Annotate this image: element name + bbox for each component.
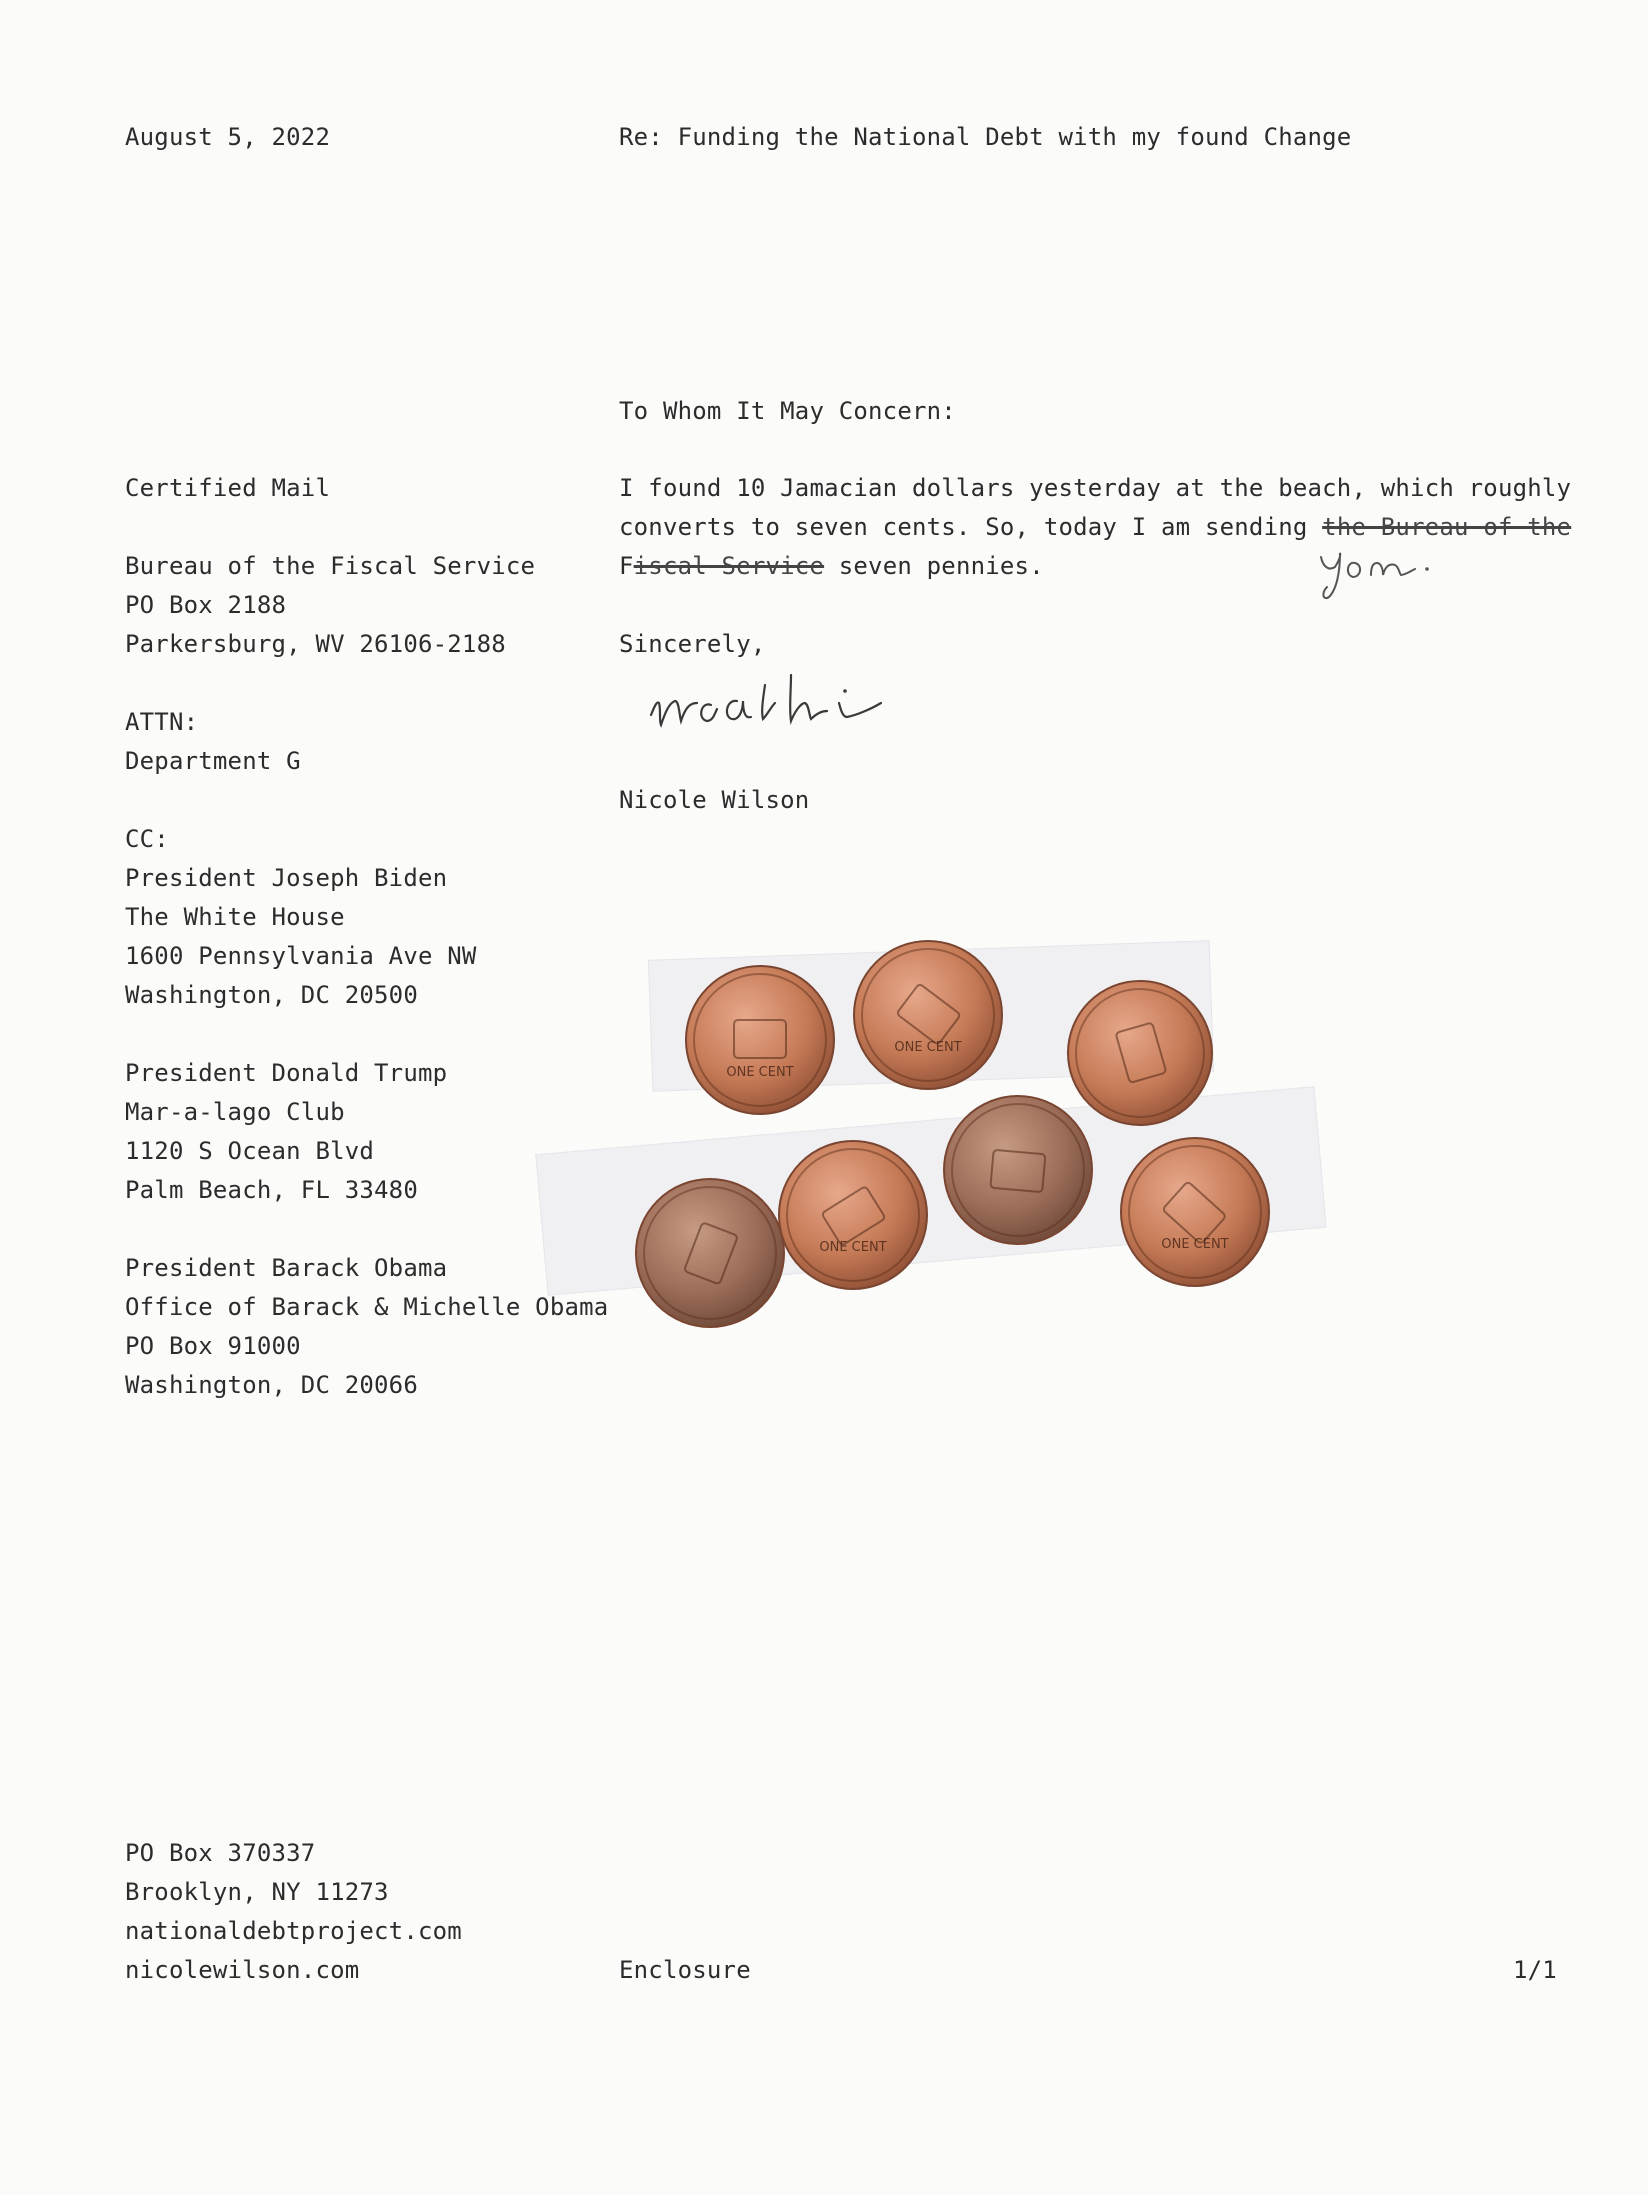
sender-address: [125, 1834, 462, 1990]
coin-label: ONE CENT: [1161, 1237, 1229, 1252]
cc-line: 1120 S Ocean Blvd: [125, 1137, 375, 1165]
cc-obama: [125, 1249, 608, 1405]
recipient-line: Parkersburg, WV 26106-2188: [125, 630, 506, 658]
cc-line: Palm Beach, FL 33480: [125, 1176, 418, 1204]
sender-link[interactable]: nicolewilson.com: [125, 1956, 360, 1984]
penny-coin: [944, 1096, 1092, 1244]
cc-line: Office of Barack & Michelle Obama: [125, 1293, 609, 1321]
body-line-1: I found 10 Jamacian dollars yesterday at the beach, which roughly: [619, 474, 1572, 502]
penny-coin: [854, 941, 1002, 1089]
coin-label: ONE CENT: [726, 1065, 794, 1080]
coins-svg: [540, 920, 1280, 1340]
recipient-line: PO Box 2188: [125, 591, 287, 619]
cc-line: PO Box 91000: [125, 1332, 301, 1360]
signature: [645, 655, 945, 750]
attn-label: ATTN:: [125, 708, 199, 736]
struck-text-1: the Bureau of the: [1322, 513, 1572, 541]
salutation: To Whom It May Concern:: [619, 397, 956, 425]
penny-coin: [1068, 981, 1212, 1125]
penny-coin: [1121, 1138, 1269, 1286]
cc-line: President Barack Obama: [125, 1254, 448, 1282]
cc-line: 1600 Pennsylvania Ave NW: [125, 942, 477, 970]
cc-line: Washington, DC 20066: [125, 1371, 418, 1399]
enclosure-label: Enclosure: [619, 1956, 751, 1984]
coin-label: ONE CENT: [819, 1240, 887, 1255]
body-line-2-text: converts to seven cents. So, today I am sending: [619, 513, 1323, 541]
coin-label: ONE CENT: [894, 1040, 962, 1055]
page-number: 1/1: [1513, 1956, 1557, 1984]
handwritten-correction: [1315, 545, 1445, 605]
body-line-2: [619, 508, 1571, 547]
cc-biden: [125, 820, 477, 1015]
body-line-3-start: F: [619, 552, 634, 580]
cc-line: Mar-a-lago Club: [125, 1098, 345, 1126]
sender-line: PO Box 370337: [125, 1839, 316, 1867]
letter-subject: Re: Funding the National Debt with my found Change: [619, 123, 1352, 151]
penny-coin: [636, 1179, 784, 1327]
sender-link[interactable]: nationaldebtproject.com: [125, 1917, 462, 1945]
penny-coin: [779, 1141, 927, 1289]
letter-date: August 5, 2022: [125, 123, 331, 151]
signer-name: Nicole Wilson: [619, 786, 810, 814]
attn-block: [125, 703, 301, 781]
cc-line: Washington, DC 20500: [125, 981, 418, 1009]
taped-pennies-photo: [540, 920, 1280, 1340]
recipient-address: [125, 547, 535, 664]
mail-type: Certified Mail: [125, 474, 331, 502]
penny-coin: [686, 966, 834, 1114]
body-line-3-end: seven pennies.: [824, 552, 1044, 580]
attn-department: Department G: [125, 747, 301, 775]
sender-line: Brooklyn, NY 11273: [125, 1878, 389, 1906]
struck-text-2: iscal Service: [633, 552, 825, 580]
closing: Sincerely,: [619, 630, 766, 658]
cc-label: CC:: [125, 825, 169, 853]
cc-line: President Joseph Biden: [125, 864, 448, 892]
cc-trump: [125, 1054, 447, 1210]
cc-line: President Donald Trump: [125, 1059, 448, 1087]
recipient-line: Bureau of the Fiscal Service: [125, 552, 536, 580]
cc-line: The White House: [125, 903, 345, 931]
